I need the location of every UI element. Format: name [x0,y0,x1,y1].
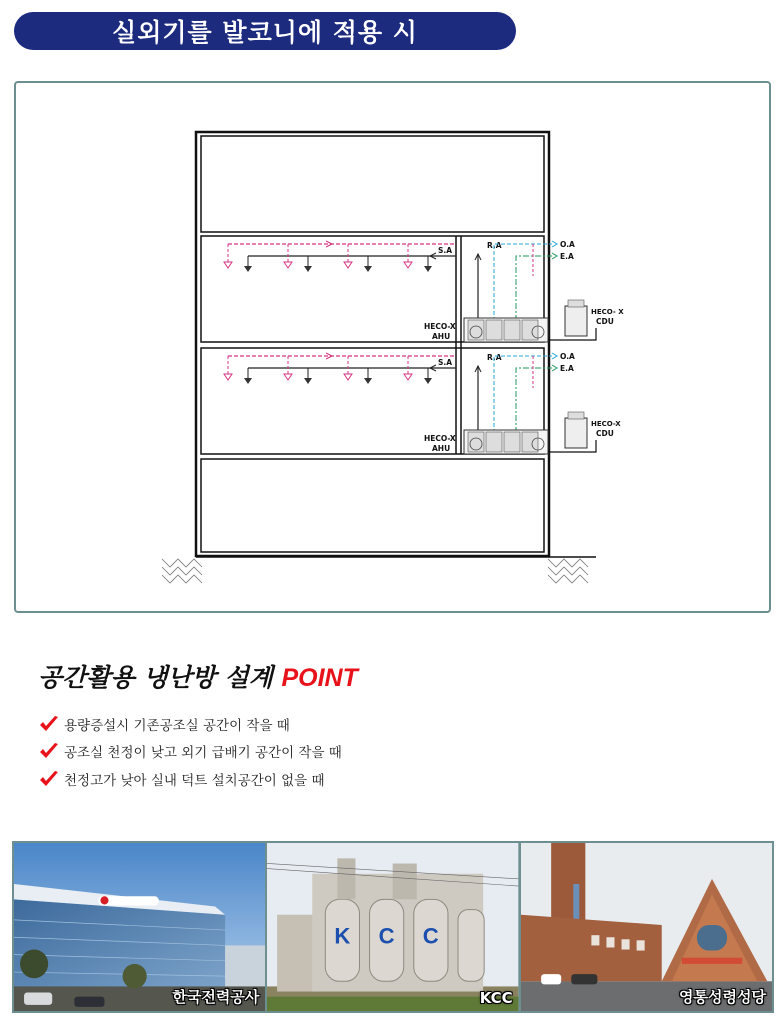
supply-air-label: S.A [438,246,453,255]
return-grille-icon [244,266,252,272]
check-icon [38,741,60,761]
point-heading [38,658,358,694]
supply-diffuser-icon [224,374,232,380]
point-item-text: 공조실 천정이 낮고 외기 급배기 공간이 작을 때 [64,745,342,762]
ground-hatch-left [162,559,202,583]
ahu-type-label: AHU [432,444,451,453]
ahu-type-label: AHU [432,332,451,341]
cdu-name-label: HECO- X [591,308,624,316]
supply-diffuser-icon [224,262,232,268]
return-grille-icon [424,378,432,384]
point-heading-main: 공간활용 냉난방 설계 [38,663,282,692]
exhaust-air-label: E.A [560,252,574,261]
floor-upper-hvac [224,240,624,342]
cdu-name-label: HECO-X [591,420,621,428]
return-air-label: R.A [487,353,502,362]
outdoor-air-label: O.A [560,240,575,249]
supply-diffuser-icon [284,374,292,380]
point-item-text: 용량증설시 기존공조실 공간이 작을 때 [64,717,290,734]
photo-kepco [14,843,265,1011]
ground-hatch-right [548,559,588,583]
return-grille-icon [304,266,312,272]
point-item [38,765,342,793]
supply-diffuser-icon [404,262,412,268]
exhaust-air-duct [516,368,552,433]
cdu-type-label: CDU [596,429,614,438]
photo-kcc [267,843,518,1011]
point-item-text: 천정고가 낮아 실내 덕트 설치공간이 없을 때 [64,772,325,789]
exhaust-air-label: E.A [560,364,574,373]
ahu-name-label: HECO-X [424,434,456,443]
point-heading-keyword: POINT [281,664,358,692]
outdoor-air-label: O.A [560,352,575,361]
cdu-unit [565,412,587,448]
exhaust-air-duct [516,256,552,321]
reference-photo-gallery [12,841,774,1013]
photo-caption: 영통성령성당 [679,988,766,1006]
supply-diffuser-icon [404,374,412,380]
return-grille-icon [244,378,252,384]
return-grille-icon [424,266,432,272]
check-icon [38,714,60,734]
svg-text:K: K [334,923,351,949]
return-grille-icon [304,378,312,384]
supply-air-label: S.A [438,358,453,367]
industrial-silo-photo [267,843,518,1011]
photo-caption: KCC [479,989,513,1007]
supply-diffuser-icon [344,262,352,268]
ahu-unit [464,318,548,342]
return-grille-icon [364,266,372,272]
ahu-unit [464,430,548,454]
outdoor-air-arrow-icon [552,353,557,359]
cdu-type-label: CDU [596,317,614,326]
point-item [38,710,342,738]
building-structure [196,132,596,557]
return-air-label: R.A [487,241,502,250]
return-grille-icon [364,378,372,384]
floor-lower-hvac [224,352,621,454]
svg-text:C: C [423,923,440,949]
supply-diffuser-icon [344,374,352,380]
ahu-name-label: HECO-X [424,322,456,331]
page-title [14,12,516,50]
diagram-canvas [16,83,769,611]
page-title-text: 실외기를 발코니에 적용 시 [112,18,418,47]
cdu-unit [565,300,587,336]
check-icon [38,769,60,789]
exhaust-air-arrow-icon [552,253,557,259]
photo-church [521,843,772,1011]
outdoor-air-arrow-icon [552,241,557,247]
building-section-diagram [14,81,771,613]
exhaust-air-arrow-icon [552,365,557,371]
photo-caption: 한국전력공사 [172,988,260,1006]
point-item [38,738,342,766]
point-list [38,710,342,793]
svg-text:C: C [378,923,395,949]
supply-diffuser-icon [284,262,292,268]
